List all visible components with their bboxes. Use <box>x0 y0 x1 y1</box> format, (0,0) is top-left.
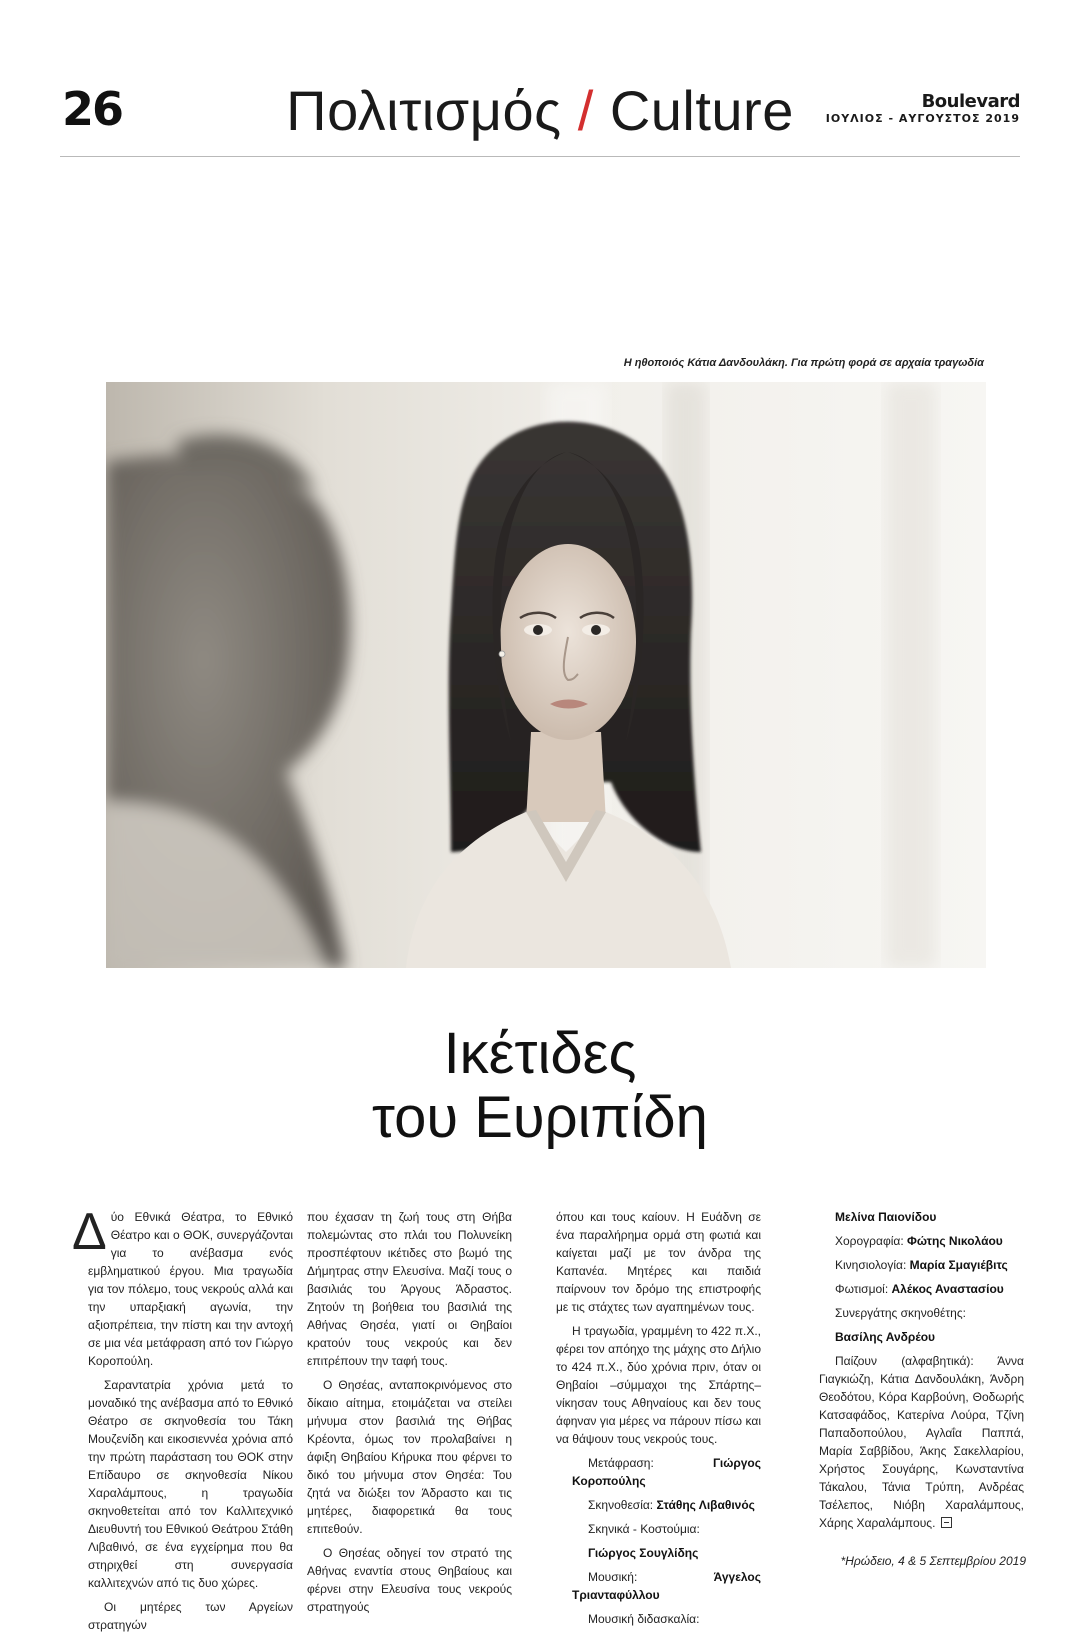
credit-choreography <box>819 1232 1024 1250</box>
credit-label: Σκηνοθεσία: <box>588 1498 657 1512</box>
credit-name: Άγγελος Τριανταφύλλου <box>572 1570 761 1602</box>
credit-name: Φώτης Νικολάου <box>907 1234 1003 1248</box>
credit-teaching-name <box>819 1208 1024 1226</box>
credit-teaching-label: Μουσική διδασκαλία: <box>588 1612 700 1626</box>
credit-music <box>572 1568 761 1604</box>
credit-label: Χορογραφία: <box>835 1234 907 1248</box>
end-mark-icon <box>941 1517 952 1528</box>
article-title-line1: Ικέτιδες <box>443 1021 637 1086</box>
masthead-brand <box>826 92 1020 126</box>
photo-caption: Η ηθοποιός Κάτια Δανδουλάκη. Για πρώτη φορά σε αρχαία τραγωδία <box>623 357 984 369</box>
credit-direction <box>572 1496 761 1514</box>
photo-illustration <box>106 382 986 968</box>
credit-assistant-label: Συνεργάτης σκηνοθέτης: <box>835 1306 966 1320</box>
article-title-line2: του Ευριπίδη <box>372 1085 708 1150</box>
paragraph-text: ύο Εθνικά Θέατρα, το Εθνικό Θέατρο και ο ΘΟΚ, συνεργάζονται για το ανέβασμα ενός εμβληματικού έργου. Μια τραγωδία για τον πόλεμο, τους νεκρούς αλλά και την υπαρξιακή αγωνία, την αξιοπρέπεια, την πίστη και την αντοχή σε μια νέα μετάφραση από τον Γιώργο Κοροπούλη. <box>88 1210 293 1368</box>
page-number: 26 <box>62 82 123 136</box>
credit-kinesiology <box>819 1256 1024 1274</box>
text-column-2 <box>307 1208 512 1622</box>
paragraph: όπου και τους καίουν. Η Ευάδνη σε ένα παραλήρημα ορμά στη φωτιά και καίγεται μαζί με τον άνδρα της Καπανέα. Μητέρες και παιδιά παίρνουν τον δρόμο της επιστροφής με τις στάχτες των αγαπημένων τους. <box>556 1210 761 1314</box>
credit-name: Βασίλης Ανδρέου <box>835 1330 936 1344</box>
paragraph: Οι μητέρες των Αργείων στρατηγών <box>88 1600 293 1632</box>
credit-label: Μετάφραση: <box>588 1456 714 1470</box>
brand-name: Boulevard <box>921 91 1020 112</box>
section-title-english: Culture <box>609 79 794 142</box>
credit-assistant-name <box>819 1328 1024 1346</box>
text-column-1 <box>72 1203 293 1640</box>
credit-label: Μουσική: <box>588 1570 714 1584</box>
credit-name: Μελίνα Παιονίδου <box>835 1210 937 1224</box>
credit-translation <box>572 1454 761 1490</box>
article-photo <box>106 382 986 968</box>
text-column-3 <box>556 1208 761 1634</box>
drop-cap: Δ <box>72 1203 107 1261</box>
credit-name: Μαρία Σμαγιέβιτς <box>909 1258 1008 1272</box>
credit-name: Στάθης Λιβαθινός <box>656 1498 755 1512</box>
section-title-greek: Πολιτισμός <box>286 79 562 142</box>
venue-footnote: *Ηρώδειο, 4 & 5 Σεπτεμβρίου 2019 <box>840 1554 1026 1568</box>
section-title <box>280 78 800 144</box>
page-header <box>60 78 1020 157</box>
cast-list <box>819 1352 1024 1532</box>
credits-block <box>556 1454 761 1628</box>
cast-text: Παίζουν (αλφαβητικά): Άννα Γιαγκιώζη, Κάτια Δανδουλάκη, Άνδρη Θεοδότου, Κόρα Καρβούνη, Θοδωρής Κατσαφάδος, Κατερίνα Λούρα, Τζίνη Παπαδοπούλου, Αγλαΐα Παππά, Μαρία Σαββίδου, Άκης Σακελλαρίου, Χρήστος Σουγάρης, Κωνσταντίνα Τάκαλου, Τάνια Τρύπη, Ανδρέας Τσέλεπος, Νιόβη Χαραλάμπους, Χάρης Χαραλάμπους. <box>819 1354 1024 1530</box>
credit-name: Αλέκος Αναστασίου <box>891 1282 1004 1296</box>
credit-label: Κινησιολογία: <box>835 1258 910 1272</box>
paragraph <box>72 1203 293 1370</box>
article-title <box>0 1022 1080 1150</box>
credit-name: Γιώργος Κοροπούλης <box>572 1456 761 1488</box>
credit-label: Φωτισμοί: <box>835 1282 892 1296</box>
credit-sets-label: Σκηνικά - Κοστούμια: <box>588 1522 700 1536</box>
paragraph: Ο Θησέας, ανταποκρινόμενος στο δίκαιο αίτημα, ετοιμάζεται να στείλει μήνυμα στον βασιλιά της Θήβας Κρέοντα, όμως τον προλαβαίνει η άφιξη Θηβαίου Κήρυκα που φέρνει το δικό του μήνυμα στον Θησέα: Του ζητά να διώξει τον Άδραστο και τις μητέρες, διαφορετικά θα τους επιτεθούν. <box>307 1378 512 1536</box>
credit-sets-name <box>572 1544 761 1562</box>
paragraph: Η τραγωδία, γραμμένη το 422 π.Χ., φέρει τον απόηχο της μάχης στο Δήλιο το 424 π.Χ., δύο χρόνια πριν, όταν οι Θηβαίοι –σύμμαχοι της Σπάρτης– νίκησαν τους Αθηναίους και δεν τους άφηναν για μέρες να πάρουν πίσω και να θάψουν τους νεκρούς τους. <box>556 1324 761 1446</box>
paragraph: Σαραντατρία χρόνια μετά το μοναδικό της ανέβασμα από το Εθνικό Θέατρο σε σκηνοθεσία του Τάκη Μουζενίδη και εικοσιεννέα χρόνια από την πρώτη παράσταση του ΘΟΚ στην Επίδαυρο σε σκηνοθεσία Νίκου Χαραλάμπους, η τραγωδία σκηνοθετείται από τον Καλλιτεχνικό Διευθυντή του Εθνικού Θεάτρου Στάθη Λιβαθινό, σε ένα εγχείρημα που θα στηριχθεί στη συνεργασία καλλιτεχνών από τις δυο χώρες. <box>88 1378 293 1590</box>
credit-lighting <box>819 1280 1024 1298</box>
credit-name: Γιώργος Σουγλίδης <box>588 1546 699 1560</box>
paragraph: Ο Θησέας οδηγεί τον στρατό της Αθήνας εναντία στους Θηβαίους και φέρνει στην Ελευσίνα τους νεκρούς στρατηγούς <box>307 1546 512 1614</box>
section-title-slash: / <box>577 79 594 142</box>
issue-date: ΙΟΥΛΙΟΣ - ΑΥΓΟΥΣΤΟΣ 2019 <box>825 112 1020 125</box>
paragraph: που έχασαν τη ζωή τους στη Θήβα πολεμώντας στο πλάι του Πολυνείκη προσπέφτουν ικέτιδες στο βωμό της Δήμητρας στην Ελευσίνα. Μαζί τους ο βασιλιάς του Άργους Άδραστος. Ζητούν τη βοήθεια του βασιλιά της Αθήνας Θησέα, γιατί οι Θηβαίοι κρατούν τους νεκρούς και δεν επιτρέπουν την ταφή τους. <box>307 1210 512 1368</box>
text-column-4 <box>819 1208 1024 1538</box>
